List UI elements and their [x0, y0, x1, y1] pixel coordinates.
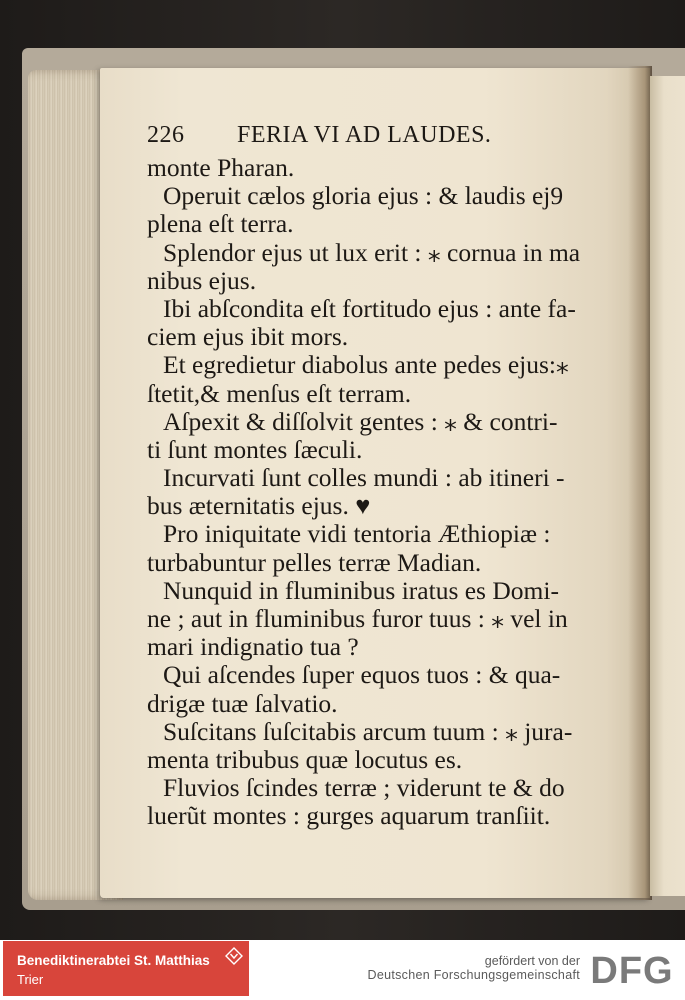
funding-line-2: Deutschen Forschungsgemeinschaft: [367, 968, 580, 982]
running-title: FERIA VI AD LAUDES.: [237, 122, 492, 148]
text-line: ciem ejus ibit mors.: [147, 323, 349, 352]
text-line: Nunquid in fluminibus iratus es Domi-: [163, 576, 559, 605]
text-line: Qui aſcendes ſuper equos tuos : & qua-: [163, 661, 561, 690]
funding-line-1: gefördert von der: [484, 954, 580, 968]
institution-name: Benediktinerabtei St. Matthias: [17, 953, 210, 968]
text-line: Ibi abſcondita eſt fortitudo ejus : ante fa-: [163, 294, 576, 323]
dfg-logo[interactable]: [585, 948, 679, 990]
text-line: ti ſunt montes ſæculi.: [147, 435, 363, 464]
page-gutter-shadow: [628, 66, 652, 900]
text-line: turbabuntur pelles terræ Madian.: [147, 548, 482, 577]
funding-notice: [368, 954, 581, 983]
text-line: Operuit cælos gloria ejus : & laudis ej9: [163, 182, 564, 211]
text-line: Splendor ejus ut lux erit : ⁎ cornua in ma: [163, 238, 581, 267]
text-line: ne ; aut in fluminibus furor tuus : ⁎ vel in: [147, 605, 568, 633]
text-line: nibus ejus.: [147, 266, 257, 295]
facing-page-edge: [650, 76, 685, 896]
page-header: [147, 116, 617, 154]
text-line: Incurvati ſunt colles mundi : ab itineri -: [163, 464, 565, 493]
text-line: ſtetit,& menſus eſt terram.: [147, 379, 412, 408]
text-lines: [147, 154, 617, 831]
abbey-emblem-icon: [225, 947, 243, 965]
institution-badge[interactable]: [3, 941, 249, 996]
page-number: 226: [147, 122, 185, 148]
svg-text:DFG: DFG: [590, 950, 674, 990]
text-line: Aſpexit & diſſolvit gentes : ⁎ & contri-: [163, 407, 558, 436]
text-line: monte Pharan.: [147, 154, 295, 182]
institution-place: Trier: [17, 972, 44, 987]
page-text-block: [147, 116, 617, 831]
text-line: Pro iniquitate vidi tentoria Æthiopiæ :: [163, 520, 551, 549]
text-line: luerũt montes : gurges aquarum tranſiit.: [147, 802, 551, 831]
text-line: mari indignatio tua ?: [147, 633, 359, 662]
text-line: plena eſt terra.: [147, 210, 294, 239]
text-line: Suſcitans ſuſcitabis arcum tuum : ⁎ jura-: [163, 717, 573, 746]
text-line: Fluvios ſcindes terræ ; viderunt te & do: [163, 774, 565, 803]
text-line: drigæ tuæ ſalvatio.: [147, 689, 338, 718]
text-line: bus æternitatis ejus. ♥: [147, 492, 371, 521]
text-line: menta tribubus quæ locutus es.: [147, 745, 463, 774]
text-line: Et egredietur diabolus ante pedes ejus:⁎: [163, 351, 569, 380]
